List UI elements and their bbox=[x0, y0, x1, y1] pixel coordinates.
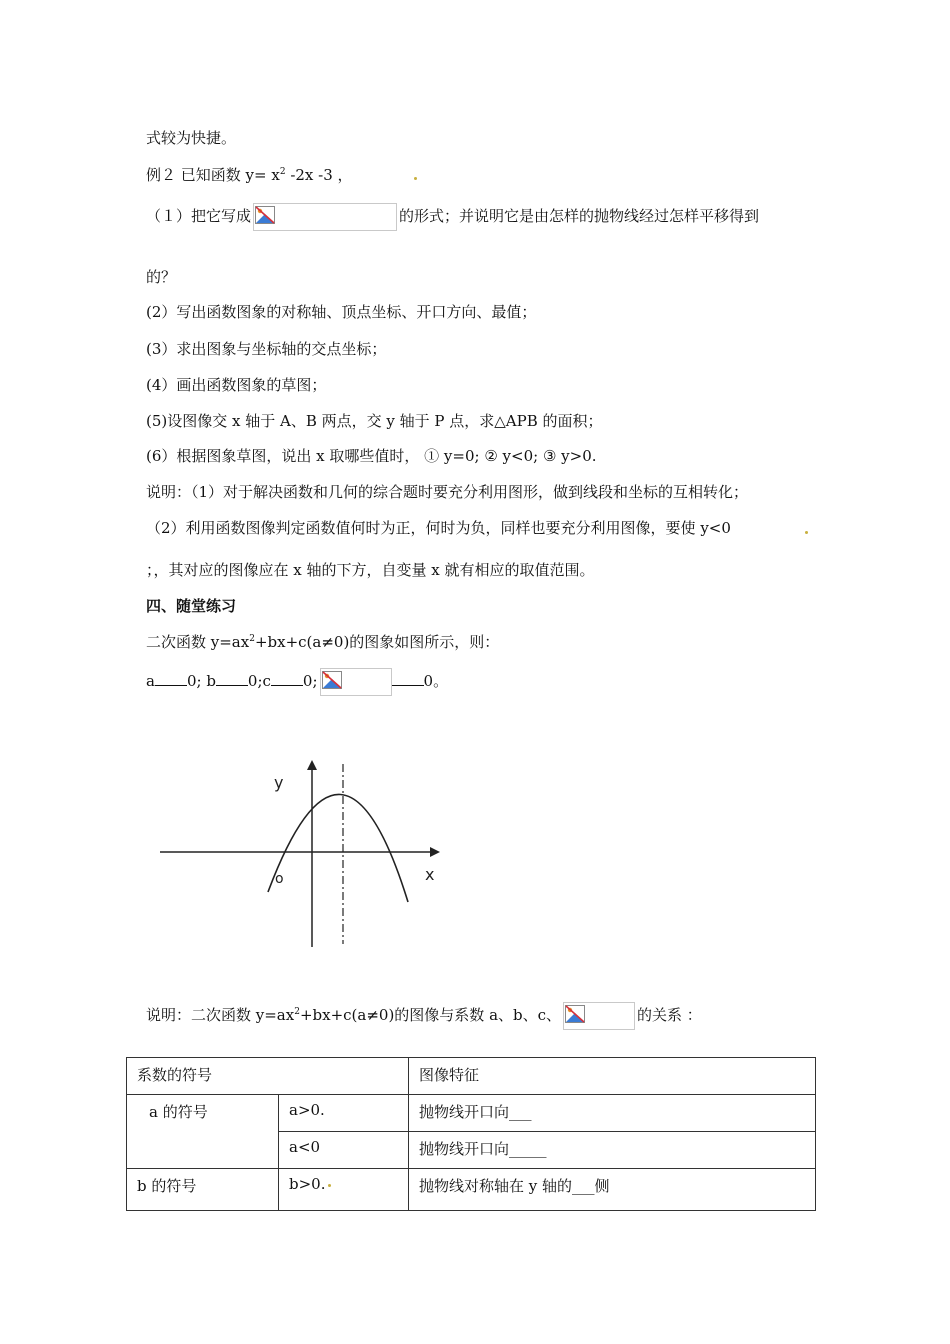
table-cell-feature: 抛物线开口向_____ bbox=[409, 1132, 816, 1169]
part-1-text-b: 的形式；并说明它是由怎样的抛物线经过怎样平移得到 bbox=[399, 207, 760, 225]
part-5: (5)设图像交 x 轴于 A、B 两点，交 y 轴于 P 点，求△APB 的面积； bbox=[146, 412, 603, 430]
table-row bbox=[127, 1095, 816, 1132]
note-4-text-a: 说明：二次函数 y=ax bbox=[146, 1006, 295, 1024]
practice-text-b: +bx+c(a≠0)的图象如图所示，则： bbox=[254, 633, 500, 651]
note-2: （2）利用函数图像判定函数值何时为正，何时为负，同样也要充分利用图像，要使 y<0 bbox=[146, 519, 731, 537]
broken-image-placeholder-3 bbox=[563, 1002, 635, 1030]
stray-dot-3 bbox=[328, 1184, 331, 1187]
text-line-1: 式较为快捷。 bbox=[146, 129, 237, 147]
y-label: y bbox=[274, 773, 284, 792]
part-2: (2）写出函数图象的对称轴、顶点坐标、开口方向、最值； bbox=[146, 303, 537, 321]
broken-image-placeholder-2 bbox=[320, 668, 392, 696]
origin-label: o bbox=[275, 871, 284, 887]
example-2-text-b: -2x -3 ， bbox=[285, 166, 353, 184]
practice-sup: 2 bbox=[249, 634, 255, 644]
table-cell-group-a: a 的符号 bbox=[127, 1095, 279, 1169]
broken-image-icon bbox=[255, 206, 275, 224]
note-4 bbox=[146, 1002, 702, 1030]
table-header-feature: 图像特征 bbox=[409, 1058, 816, 1095]
note-4-sup: 2 bbox=[294, 1007, 300, 1017]
x-label: x bbox=[425, 865, 435, 884]
ans-d: 0; bbox=[302, 672, 318, 690]
x-axis-arrow bbox=[430, 847, 440, 857]
practice-text-a: 二次函数 y=ax bbox=[146, 633, 250, 651]
blank-a[interactable] bbox=[155, 671, 187, 686]
note-1: 说明：（1）对于解决函数和几何的综合题时要充分利用图形，做到线段和坐标的互相转化； bbox=[146, 483, 749, 501]
table-cell-feature: 抛物线对称轴在 y 轴的___侧 bbox=[409, 1169, 816, 1211]
table-cell-cond: a<0 bbox=[279, 1132, 409, 1169]
ans-e: 0。 bbox=[423, 672, 449, 690]
part-3: (3）求出图象与坐标轴的交点坐标； bbox=[146, 340, 387, 358]
part-1-text-c: 的？ bbox=[146, 268, 177, 286]
part-1-text-a: （１）把它写成 bbox=[146, 207, 252, 225]
section-4-heading: 四、随堂练习 bbox=[146, 597, 237, 615]
part-4: (4）画出函数图象的草图； bbox=[146, 376, 327, 394]
table-cell-feature: 抛物线开口向___ bbox=[409, 1095, 816, 1132]
example-2-text-a: 例２ 已知函数 y= x bbox=[146, 166, 280, 184]
parabola-curve bbox=[268, 794, 408, 902]
stray-dot bbox=[414, 177, 417, 180]
coefficient-table bbox=[126, 1057, 816, 1211]
broken-image-icon bbox=[565, 1005, 585, 1023]
table-cell-cond bbox=[279, 1169, 409, 1211]
table-header-row bbox=[127, 1058, 816, 1095]
table-header-coef: 系数的符号 bbox=[127, 1058, 409, 1095]
example-2-sup: 2 bbox=[279, 167, 286, 177]
note-4-text-b: +bx+c(a≠0)的图像与系数 a、b、c、 bbox=[299, 1006, 562, 1024]
y-axis-arrow bbox=[307, 760, 317, 770]
part-6: (6）根据图象草图，说出 x 取哪些值时， ① y=0; ② y<0; ③ y>0. bbox=[146, 447, 597, 465]
note-4-text-c: 的关系 ： bbox=[637, 1006, 702, 1024]
practice-question bbox=[146, 632, 499, 652]
parabola-graph bbox=[150, 752, 450, 952]
broken-image-placeholder-1 bbox=[253, 203, 397, 231]
blank-b[interactable] bbox=[216, 671, 248, 686]
ans-c: 0;c bbox=[247, 672, 271, 690]
blank-d[interactable] bbox=[392, 671, 424, 686]
stray-dot-2 bbox=[805, 531, 808, 534]
table-cell-cond: a>0. bbox=[279, 1095, 409, 1132]
ans-b: 0; b bbox=[186, 672, 216, 690]
blank-c[interactable] bbox=[271, 671, 303, 686]
note-3: ；，其对应的图像应在 x 轴的下方，自变量 x 就有相应的取值范围。 bbox=[146, 561, 595, 579]
table-cell-group-b: b 的符号 bbox=[127, 1169, 279, 1211]
example-2-title bbox=[146, 165, 353, 185]
part-1-line bbox=[146, 203, 759, 231]
table-cell-cond-text: b>0. bbox=[289, 1175, 326, 1193]
table-row bbox=[127, 1169, 816, 1211]
ans-a: a bbox=[146, 672, 155, 690]
answer-line bbox=[146, 668, 448, 696]
broken-image-icon bbox=[322, 671, 342, 689]
